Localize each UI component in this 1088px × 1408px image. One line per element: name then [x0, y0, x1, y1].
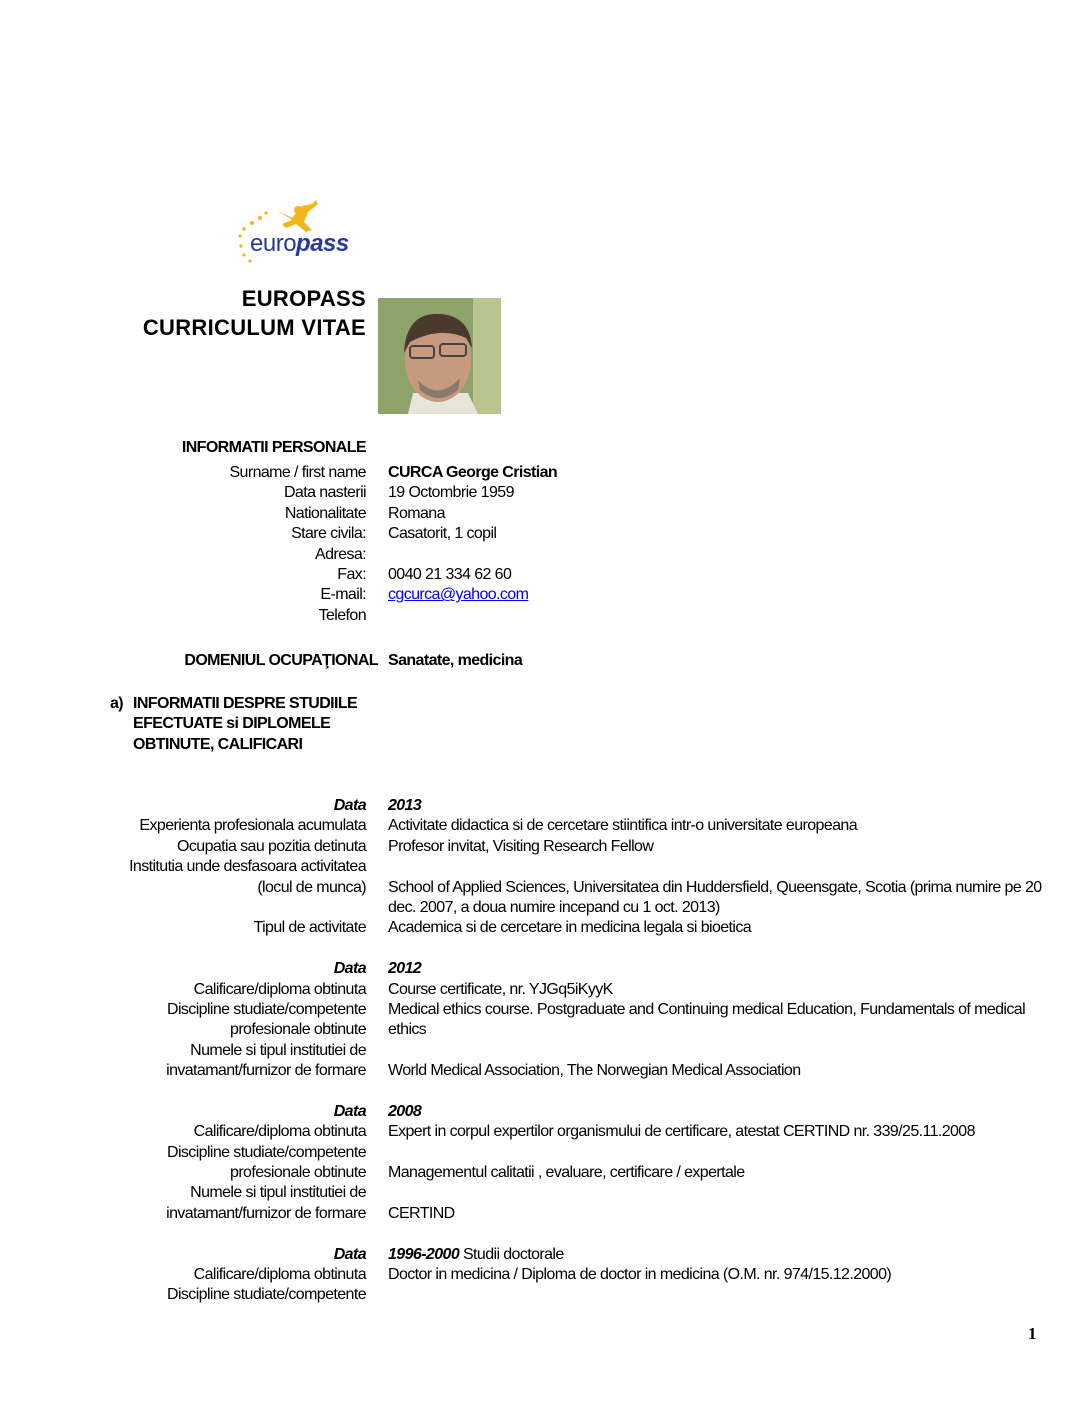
field-label: profesionale obtinute — [230, 1164, 366, 1182]
field-value-text: Academica si de cercetare in medicina legala si bioetica — [388, 919, 752, 937]
field-value — [388, 918, 751, 938]
field-value: Romana — [388, 504, 445, 522]
education-entry — [0, 796, 1088, 939]
entry-row — [0, 1285, 1088, 1305]
personal-info-heading: INFORMATII PERSONALE — [181, 439, 366, 456]
field-label: Discipline studiate/competente — [166, 1000, 366, 1018]
entry-row — [0, 918, 1088, 938]
cv-title-line2: CURRICULUM VITAE — [142, 315, 366, 340]
field-value — [388, 1061, 801, 1081]
personal-info-row — [0, 463, 1088, 483]
entry-date-row — [0, 1102, 1088, 1122]
field-value-text: Managementul calitatii , evaluare, certificare / expertale — [388, 1164, 745, 1182]
education-entry — [0, 959, 1088, 1081]
field-label: Discipline studiate/competente — [166, 1143, 366, 1161]
entry-row — [0, 1122, 1088, 1142]
field-label: profesionale obtinute — [230, 1021, 366, 1039]
section-a-title-line2: EFECTUATE si DIPLOMELE — [133, 715, 331, 733]
field-value-text: Expert in corpul expertilor organismului de certificare, atestat CERTIND nr. 339/25.11.2008 — [388, 1123, 975, 1141]
field-label: E-mail: — [320, 586, 366, 604]
field-value — [388, 796, 421, 816]
field-value — [388, 837, 653, 857]
personal-info-row — [0, 545, 1088, 565]
entry-date-row — [0, 796, 1088, 816]
field-label: Telefon — [318, 606, 366, 624]
page-number: 1 — [1028, 1324, 1037, 1343]
field-value: 0040 21 334 62 60 — [388, 565, 512, 583]
entry-row — [0, 1041, 1088, 1061]
occupational-domain-value: Sanatate, medicina — [388, 652, 523, 669]
entry-row — [0, 1061, 1088, 1081]
field-value — [388, 980, 613, 1000]
cv-title-line1: EUROPASS — [241, 286, 366, 311]
field-value-text: World Medical Association, The Norwegian Medical Association — [388, 1062, 801, 1080]
date-label: Data — [333, 1102, 366, 1120]
field-value — [388, 1000, 1025, 1020]
email-link[interactable]: cgcurca@yahoo.com — [388, 586, 529, 604]
field-label: Experienta profesionala acumulata — [139, 817, 366, 835]
field-value-text: Activitate didactica si de cercetare stiintifica intr-o universitate europeana — [388, 817, 858, 835]
entry-row — [0, 980, 1088, 1000]
field-label: invatamant/furnizor de formare — [166, 1062, 366, 1080]
field-value-text: School of Applied Sciences, Universitatea din Huddersfield, Queensgate, Scotia (prima numire pe 20 — [388, 878, 1042, 896]
personal-info-row — [0, 504, 1088, 524]
field-value — [388, 1204, 455, 1224]
entry-date-row — [0, 959, 1088, 979]
field-value — [388, 1102, 421, 1122]
field-value — [388, 898, 720, 918]
field-label: Institutia unde desfasoara activitatea — [129, 858, 366, 876]
field-value-text: dec. 2007, a doua numire incepand cu 1 oct. 2013) — [388, 898, 720, 916]
entry-row — [0, 857, 1088, 877]
field-label: (locul de munca) — [257, 878, 366, 896]
personal-info-row — [0, 606, 1088, 626]
field-value: CURCA George Cristian — [388, 464, 558, 481]
field-label: Ocupatia sau pozitia detinuta — [177, 837, 366, 855]
logo-stars-icon — [232, 198, 252, 268]
date-value: 2008 — [388, 1102, 422, 1120]
field-label: Nationalitate — [284, 504, 366, 522]
entry-row — [0, 1020, 1088, 1040]
field-value — [388, 585, 528, 605]
field-label: Numele si tipul institutiei de — [190, 1184, 366, 1202]
section-a-title-line1: INFORMATII DESPRE STUDIILE — [133, 695, 358, 712]
field-value — [388, 1265, 891, 1285]
date-value: 2012 — [388, 960, 422, 978]
field-value-text: Doctor in medicina / Diploma de doctor in medicina (O.M. nr. 974/15.12.2000) — [388, 1265, 892, 1283]
logo-text-bold: pass — [296, 230, 349, 257]
field-value — [388, 1245, 564, 1265]
date-value: 1996-2000 — [388, 1245, 460, 1263]
field-value-text: ethics — [388, 1021, 427, 1039]
field-label: Tipul de activitate — [253, 919, 366, 937]
entry-row — [0, 1163, 1088, 1183]
occupational-domain-label: DOMENIUL OCUPAŢIONAL — [184, 652, 378, 669]
field-label: invatamant/furnizor de formare — [166, 1204, 366, 1222]
field-value — [388, 878, 1042, 898]
field-value-text: Profesor invitat, Visiting Research Fellow — [388, 837, 654, 855]
field-label: Calificare/diploma obtinuta — [193, 1123, 366, 1141]
entry-row — [0, 1265, 1088, 1285]
field-label: Discipline studiate/competente — [166, 1286, 366, 1304]
logo-text-light: euro — [250, 230, 297, 257]
field-label: Surname / first name — [229, 464, 366, 481]
portrait-image — [378, 298, 501, 414]
field-value-text: Course certificate, nr. YJGq5iKyyK — [388, 980, 613, 998]
personal-info-row — [0, 483, 1088, 503]
field-value: 19 Octombrie 1959 — [388, 484, 514, 502]
entry-row — [0, 1143, 1088, 1163]
field-value — [388, 959, 421, 979]
date-label: Data — [333, 960, 366, 978]
field-value — [388, 816, 857, 836]
entry-row — [0, 816, 1088, 836]
entry-row — [0, 837, 1088, 857]
field-label: Data nasterii — [283, 484, 366, 502]
europass-logo — [232, 198, 357, 268]
entry-row — [0, 878, 1088, 898]
field-value — [388, 1163, 745, 1183]
personal-info-section — [0, 463, 1088, 626]
field-label: Stare civila: — [291, 525, 366, 543]
date-label: Data — [333, 797, 366, 814]
field-label: Calificare/diploma obtinuta — [193, 980, 366, 998]
section-a-marker: a) — [110, 695, 124, 712]
education-entry — [0, 1102, 1088, 1224]
field-label: Calificare/diploma obtinuta — [193, 1265, 366, 1283]
field-value: Casatorit, 1 copil — [388, 525, 497, 543]
entry-row — [0, 1000, 1088, 1020]
field-value — [388, 1122, 975, 1142]
entry-row — [0, 898, 1088, 918]
date-label: Data — [333, 1245, 366, 1263]
field-label: Adresa: — [315, 545, 366, 563]
entry-row — [0, 1183, 1088, 1203]
field-value-text: Medical ethics course. Postgraduate and Continuing medical Education, Fundamentals of medical — [388, 1000, 1026, 1018]
section-a-title-line3: OBTINUTE, CALIFICARI — [133, 735, 303, 753]
entry-date-row — [0, 1245, 1088, 1265]
field-value-text: CERTIND — [388, 1204, 455, 1222]
date-suffix: Studii doctorale — [462, 1245, 564, 1263]
entry-row — [0, 1204, 1088, 1224]
field-label: Fax: — [337, 565, 366, 583]
date-value: 2013 — [388, 797, 422, 814]
profile-photo — [378, 298, 501, 414]
personal-info-row — [0, 565, 1088, 585]
education-entry — [0, 1245, 1088, 1306]
personal-info-row — [0, 585, 1088, 605]
field-value — [388, 1020, 426, 1040]
personal-info-row — [0, 524, 1088, 544]
field-label: Numele si tipul institutiei de — [190, 1041, 366, 1059]
education-entries — [0, 796, 1088, 1326]
